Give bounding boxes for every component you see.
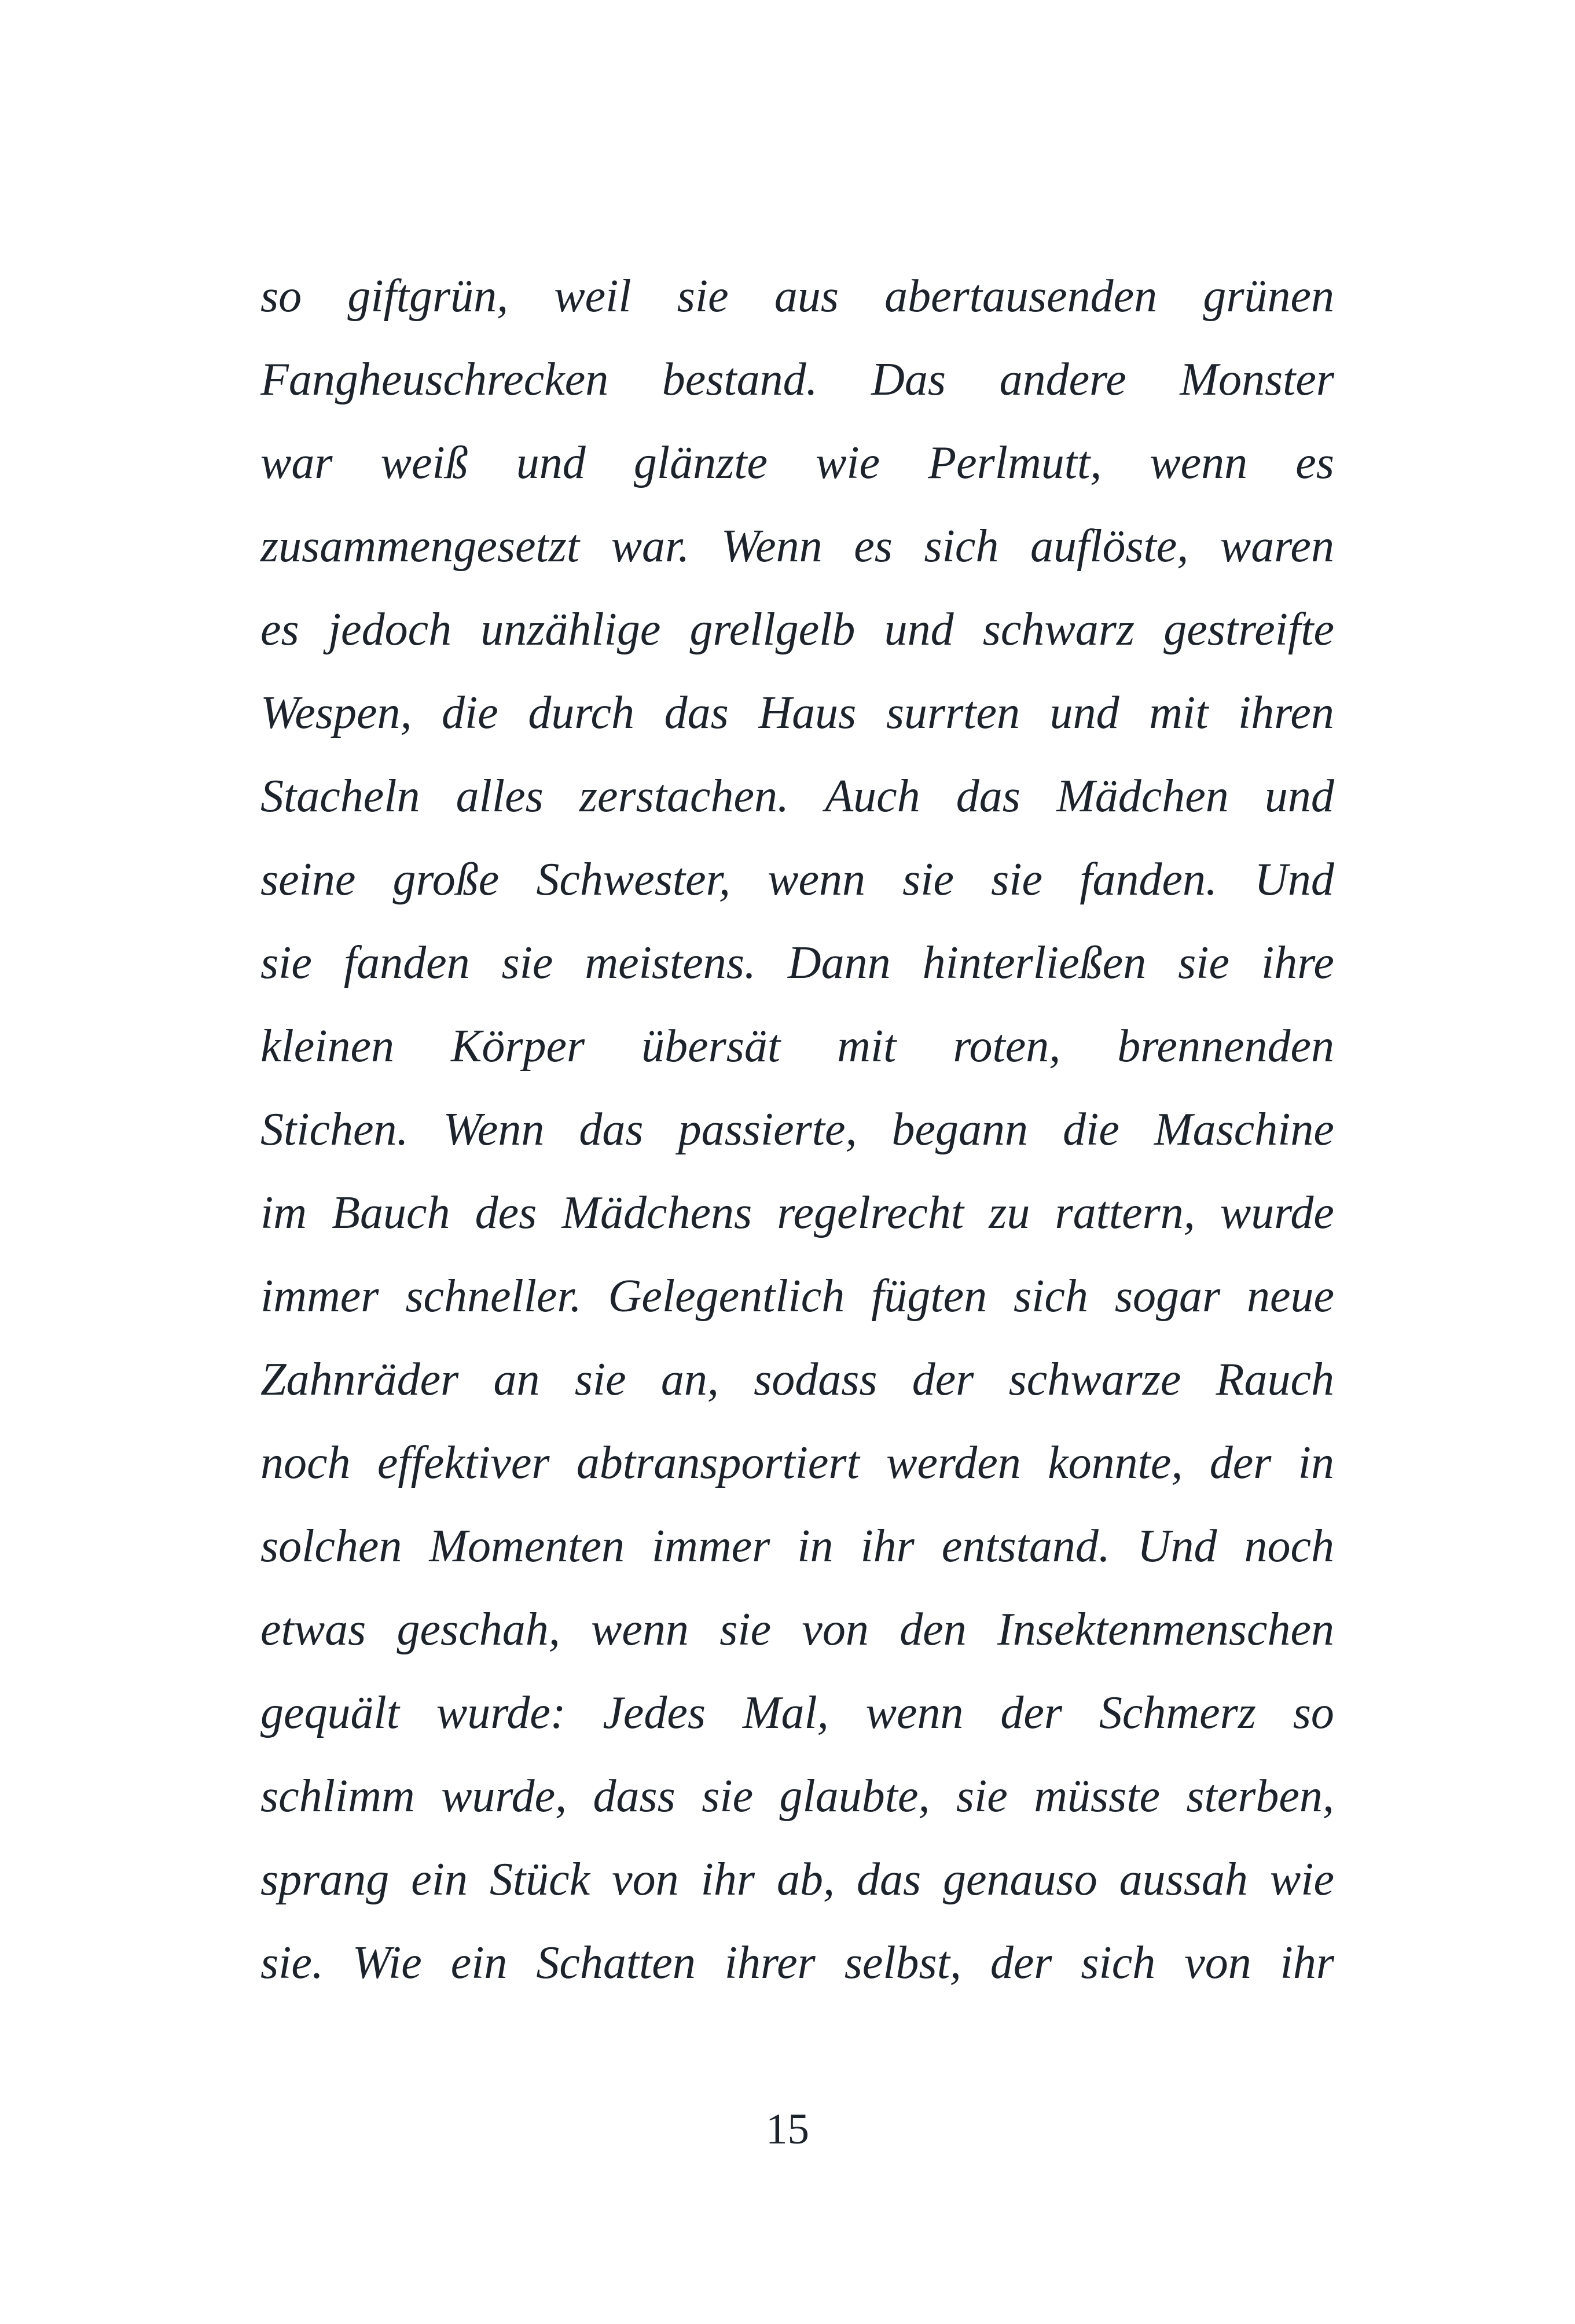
word: Stacheln <box>260 771 420 822</box>
word: Mädchen <box>1056 771 1229 822</box>
word: fügten <box>871 1271 987 1322</box>
text-line <box>260 1921 1334 2005</box>
word: Rauch <box>1216 1354 1334 1405</box>
word: seine <box>260 854 356 905</box>
word: von <box>612 1854 679 1905</box>
word: unzählige <box>480 604 661 655</box>
word: fanden <box>343 937 470 988</box>
word: sie <box>702 1771 754 1822</box>
text-line <box>260 755 1334 838</box>
word: sie. <box>260 1937 324 1988</box>
word: weiß <box>380 437 468 488</box>
word: Jedes <box>603 1687 706 1738</box>
word: ihren <box>1238 687 1334 738</box>
word: der <box>1209 1437 1272 1488</box>
word: an, <box>660 1354 719 1405</box>
word: Haus <box>758 687 857 738</box>
text-line <box>260 1838 1334 1921</box>
word: wenn <box>865 1687 964 1738</box>
word: brennenden <box>1117 1021 1334 1072</box>
word: Schatten <box>536 1937 696 1988</box>
word: im <box>260 1187 307 1238</box>
word: übersät <box>641 1021 781 1072</box>
word: in <box>797 1521 834 1572</box>
word: bestand. <box>662 354 818 405</box>
text-line <box>260 838 1334 921</box>
text-line <box>260 1171 1334 1255</box>
word: war. <box>611 521 690 572</box>
word: sie <box>956 1771 1008 1822</box>
word: Bauch <box>332 1187 450 1238</box>
word: sie <box>501 937 553 988</box>
word: zu <box>989 1187 1030 1238</box>
word: abertausenden <box>884 271 1158 322</box>
word: solchen <box>260 1521 402 1572</box>
word: wurde: <box>436 1687 566 1738</box>
word: selbst, <box>844 1937 961 1988</box>
word: dass <box>593 1771 675 1822</box>
word: grellgelb <box>689 604 856 655</box>
word: immer <box>651 1521 770 1572</box>
word: entstand. <box>941 1521 1110 1572</box>
word: von <box>802 1604 869 1655</box>
text-line <box>260 921 1334 1005</box>
word: sie <box>991 854 1043 905</box>
word: sie <box>260 937 312 988</box>
word: grünen <box>1203 271 1334 322</box>
word: ihr <box>700 1854 755 1905</box>
word: hinterließen <box>922 937 1147 988</box>
word: Fangheuschrecken <box>260 354 609 405</box>
text-line <box>260 1671 1334 1755</box>
word: ein <box>411 1854 468 1905</box>
word: ein <box>450 1937 508 1988</box>
word: Körper <box>450 1021 585 1072</box>
word: sie <box>677 271 729 322</box>
word: rattern, <box>1055 1187 1195 1238</box>
word: der <box>912 1354 974 1405</box>
word: glaubte, <box>779 1771 930 1822</box>
word: das <box>956 771 1020 822</box>
word: schwarze <box>1008 1354 1181 1405</box>
word: ihr <box>1280 1937 1334 1988</box>
word: ihrer <box>724 1937 816 1988</box>
word: an <box>493 1354 540 1405</box>
text-line <box>260 1338 1334 1421</box>
word: sich <box>924 521 999 572</box>
word: es <box>854 521 893 572</box>
word: sie <box>574 1354 626 1405</box>
word: genauso <box>943 1854 1097 1905</box>
text-line <box>260 255 1334 338</box>
word: den <box>900 1604 967 1655</box>
text-line <box>260 1588 1334 1671</box>
word: Und <box>1254 854 1334 905</box>
word: wenn <box>768 854 865 905</box>
word: aussah <box>1119 1854 1248 1905</box>
word: Maschine <box>1154 1104 1334 1155</box>
text-line <box>260 505 1334 588</box>
word: sich <box>1081 1937 1156 1988</box>
word: durch <box>528 687 635 738</box>
word: kleinen <box>260 1021 394 1072</box>
word: weil <box>554 271 632 322</box>
word: große <box>392 854 500 905</box>
word: Momenten <box>429 1521 625 1572</box>
word: Wenn <box>443 1104 545 1155</box>
word: war <box>260 437 333 488</box>
word: andere <box>999 354 1126 405</box>
word: Perlmutt, <box>928 437 1102 488</box>
word: ihre <box>1261 937 1334 988</box>
word: Dann <box>787 937 891 988</box>
text-line <box>260 671 1334 755</box>
word: giftgrün, <box>347 271 509 322</box>
text-line <box>260 1505 1334 1588</box>
word: sie <box>719 1604 772 1655</box>
word: Wenn <box>721 521 823 572</box>
word: sie <box>1178 937 1230 988</box>
word: sprang <box>260 1854 390 1905</box>
word: Das <box>871 354 946 405</box>
word: sterben, <box>1186 1771 1334 1822</box>
word: das <box>856 1854 921 1905</box>
page-number: 15 <box>766 2105 809 2153</box>
word: glänzte <box>633 437 768 488</box>
word: Mal, <box>742 1687 829 1738</box>
word: schwarz <box>982 604 1135 655</box>
word: sogar <box>1114 1271 1221 1322</box>
word: surrten <box>886 687 1020 738</box>
word: Zahnräder <box>260 1354 459 1405</box>
word: mit <box>837 1021 897 1072</box>
word: konnte, <box>1048 1437 1183 1488</box>
word: werden <box>886 1437 1021 1488</box>
word: noch <box>1244 1521 1334 1572</box>
word: regelrecht <box>777 1187 964 1238</box>
text-line <box>260 421 1334 505</box>
word: abtransportiert <box>576 1437 860 1488</box>
word: Gelegentlich <box>608 1271 845 1322</box>
word: mit <box>1149 687 1209 738</box>
text-line <box>260 338 1334 421</box>
word: es <box>1295 437 1334 488</box>
word: wenn <box>591 1604 689 1655</box>
word: und <box>884 604 954 655</box>
word: sie <box>902 854 954 905</box>
word: müsste <box>1034 1771 1160 1822</box>
word: immer <box>260 1271 379 1322</box>
word: wurde <box>1220 1187 1334 1238</box>
word: wie <box>816 437 880 488</box>
word: wenn <box>1150 437 1248 488</box>
word: etwas <box>260 1604 366 1655</box>
word: das <box>664 687 729 738</box>
word: meistens. <box>585 937 756 988</box>
word: so <box>1293 1687 1334 1738</box>
word: auflöste, <box>1030 521 1189 572</box>
word: Stück <box>489 1854 590 1905</box>
word: alles <box>456 771 544 822</box>
word: der <box>990 1937 1052 1988</box>
word: von <box>1184 1937 1251 1988</box>
word: fanden. <box>1080 854 1217 905</box>
word: und <box>516 437 586 488</box>
word: zusammengesetzt <box>260 521 580 572</box>
word: ab, <box>776 1854 835 1905</box>
text-line <box>260 1088 1334 1171</box>
word: das <box>579 1104 644 1155</box>
word: sodass <box>754 1354 878 1405</box>
word: gequält <box>260 1687 399 1738</box>
word: Monster <box>1180 354 1334 405</box>
word: Wie <box>352 1937 422 1988</box>
word: geschah, <box>396 1604 560 1655</box>
word: aus <box>774 271 839 322</box>
text-line <box>260 1005 1334 1088</box>
text-line <box>260 1255 1334 1338</box>
word: und <box>1049 687 1119 738</box>
word: jedoch <box>328 604 452 655</box>
word: Mädchens <box>561 1187 752 1238</box>
word: schlimm <box>260 1771 415 1822</box>
word: wie <box>1269 1854 1334 1905</box>
word: Auch <box>825 771 920 822</box>
word: es <box>260 604 299 655</box>
word: die <box>442 687 498 738</box>
word: und <box>1264 771 1334 822</box>
text-line <box>260 588 1334 671</box>
word: gestreifte <box>1163 604 1334 655</box>
word: der <box>1000 1687 1062 1738</box>
word: Schwester, <box>536 854 730 905</box>
text-line <box>260 1755 1334 1838</box>
word: wurde, <box>441 1771 567 1822</box>
word: roten, <box>953 1021 1061 1072</box>
word: begann <box>891 1104 1029 1155</box>
word: effektiver <box>377 1437 550 1488</box>
word: Schmerz <box>1099 1687 1256 1738</box>
word: Wespen, <box>260 687 412 738</box>
word: des <box>475 1187 537 1238</box>
text-line <box>260 1421 1334 1505</box>
word: sich <box>1014 1271 1088 1322</box>
paragraph-text <box>260 255 1334 2005</box>
word: Stichen. <box>260 1104 409 1155</box>
word: die <box>1063 1104 1119 1155</box>
word: zerstachen. <box>579 771 790 822</box>
word: in <box>1298 1437 1334 1488</box>
word: noch <box>260 1437 351 1488</box>
word: neue <box>1246 1271 1334 1322</box>
word: schneller. <box>405 1271 582 1322</box>
word: so <box>260 271 302 322</box>
word: waren <box>1220 521 1334 572</box>
word: ihr <box>860 1521 915 1572</box>
word: Insektenmenschen <box>997 1604 1334 1655</box>
word: passierte, <box>678 1104 857 1155</box>
word: Und <box>1137 1521 1217 1572</box>
